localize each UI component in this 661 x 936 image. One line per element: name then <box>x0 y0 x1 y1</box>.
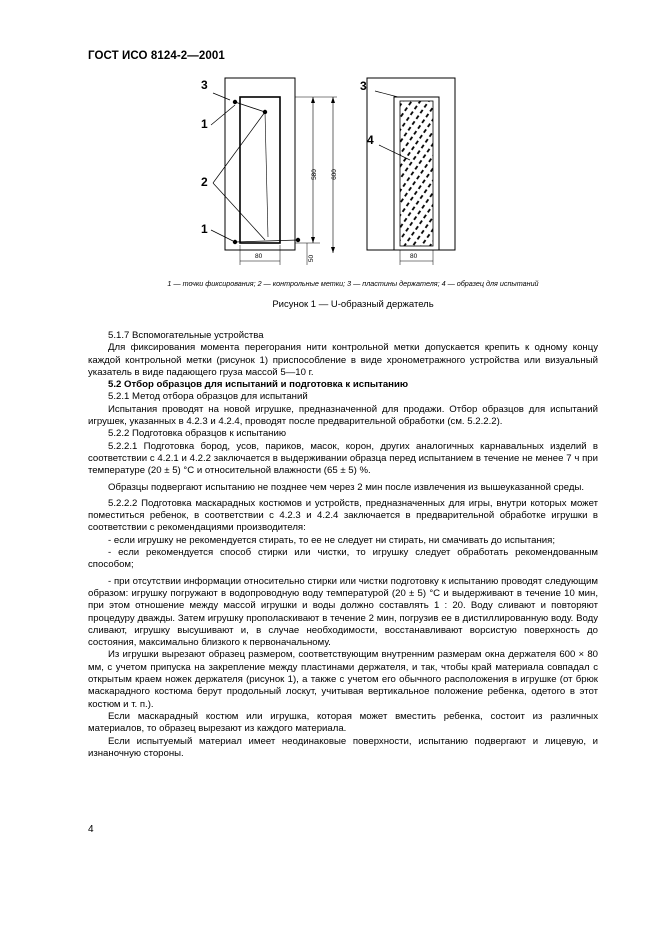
figure-title: Рисунок 1 — U-образный держатель <box>272 299 434 310</box>
document-header: ГОСТ ИСО 8124-2—2001 <box>88 50 225 62</box>
list-item: - если рекомендуется способ стирки или чистки, то игрушку следует обработать рекомендованным способом; <box>88 547 598 571</box>
paragraph: Если испытуемый материал имеет неодинаковые поверхности, испытанию подвергают и лицевую, и изнаночную стороны. <box>88 735 598 759</box>
callout-2: 2 <box>201 175 208 189</box>
paragraph: Для фиксирования момента перегорания нити контрольной метки допускается крепить к одному концу каждой контрольной метки (рисунок 1) приспособление в виде хронометражного устройства или визуальный указатель в виде падающего груза массой 5—10 г. <box>88 342 598 378</box>
dimension-50: 50 <box>308 254 316 263</box>
paragraph: Образцы подвергают испытанию не позднее чем через 2 мин после извлечения из вышеуказанной среды. <box>108 481 585 493</box>
u-holder-figure <box>195 75 485 275</box>
callout-1-bottom: 1 <box>201 222 208 236</box>
callout-3-left: 3 <box>201 78 208 92</box>
paragraph: 5.2.1 Метод отбора образцов для испытаний <box>108 391 308 403</box>
list-item: - при отсутствии информации относительно стирки или чистки подготовку к испытанию проводят следующим образом: игрушку погружают в водопроводную воду температурой (20 ± 5) °С и выдерживают в течение 10 мин, при этом отношение между массой игрушки и воды должно составлять 1 : 20. Воду сливают и повторяют процедуру дважды. Затем игрушку прополаскивают в течение 2 мин, погрузив ее в дистиллированную воду. Воду сливают, игрушку высушивают и, в случае необходимости, восстанавливают ворсистую поверхность до состояния, максимально близкого к первоначальному. <box>88 575 598 649</box>
paragraph: Испытания проводят на новой игрушке, предназначенной для продажи. Отбор образцов для испытаний игрушек, указанных в 4.2.3 и 4.2.4, проводят после предварительной обработки (см. 5.2.2.2). <box>88 403 598 428</box>
dimension-80-left: 80 <box>255 253 263 260</box>
figure-legend: 1 — точки фиксирования; 2 — контрольные метки; 3 — пластины держателя; 4 — образец для испытаний <box>167 279 539 288</box>
body-text <box>88 330 598 760</box>
list-item: - если игрушку не рекомендуется стирать, то ее не следует ни стирать, ни смачивать до испытания; <box>108 534 555 546</box>
test-specimen <box>400 101 433 246</box>
section-heading: 5.2 Отбор образцов для испытаний и подготовка к испытанию <box>108 379 409 391</box>
dimension-80-right: 80 <box>410 253 418 260</box>
paragraph: 5.1.7 Вспомогательные устройства <box>108 330 264 341</box>
callout-4: 4 <box>367 133 374 147</box>
dimension-580: 580 <box>310 169 318 180</box>
callout-3-right: 3 <box>360 79 367 93</box>
paragraph: 5.2.2.1 Подготовка бород, усов, париков, масок, корон, других аналогичных карнавальных изделий в соответствии с 4.2.1 и 4.2.2 заключается в выдерживании образца перед испытанием в течение не менее 7 ч при температуре (20 ± 5) °С и относительной влажности (65 ± 5) %. <box>88 440 598 477</box>
dimension-600: 600 <box>330 169 338 180</box>
callout-1-top: 1 <box>201 117 208 131</box>
page-number: 4 <box>88 824 94 835</box>
paragraph: 5.2.2.2 Подготовка маскарадных костюмов и устройств, предназначенных для игры, внутри которых может поместиться ребенок, в соответствии с 4.2.3 и 4.2.4 заключается в предварительной обработке игрушки в соответствии с рекомендациями производителя: <box>88 497 598 534</box>
paragraph: Если маскарадный костюм или игрушка, которая может вместить ребенка, состоит из различных материалов, то образец вырезают из каждого материала. <box>88 710 598 735</box>
paragraph: 5.2.2 Подготовка образцов к испытанию <box>108 428 287 440</box>
paragraph: Из игрушки вырезают образец размером, соответствующим внутренним размерам окна держателя 600 × 80 мм, с учетом припуска на закрепление между пластинами держателя, и так, чтобы край материала совпадал с открытым краем ножек держателя (рисунок 1), а также с учетом его обычного расположения в игрушке (от брюк маскарадного костюма берут продольный лоскут, учитывая вертикальное положение ребенка, одетого в этот костюм и т. п.). <box>88 649 598 710</box>
u-holder-drawing <box>195 75 485 275</box>
